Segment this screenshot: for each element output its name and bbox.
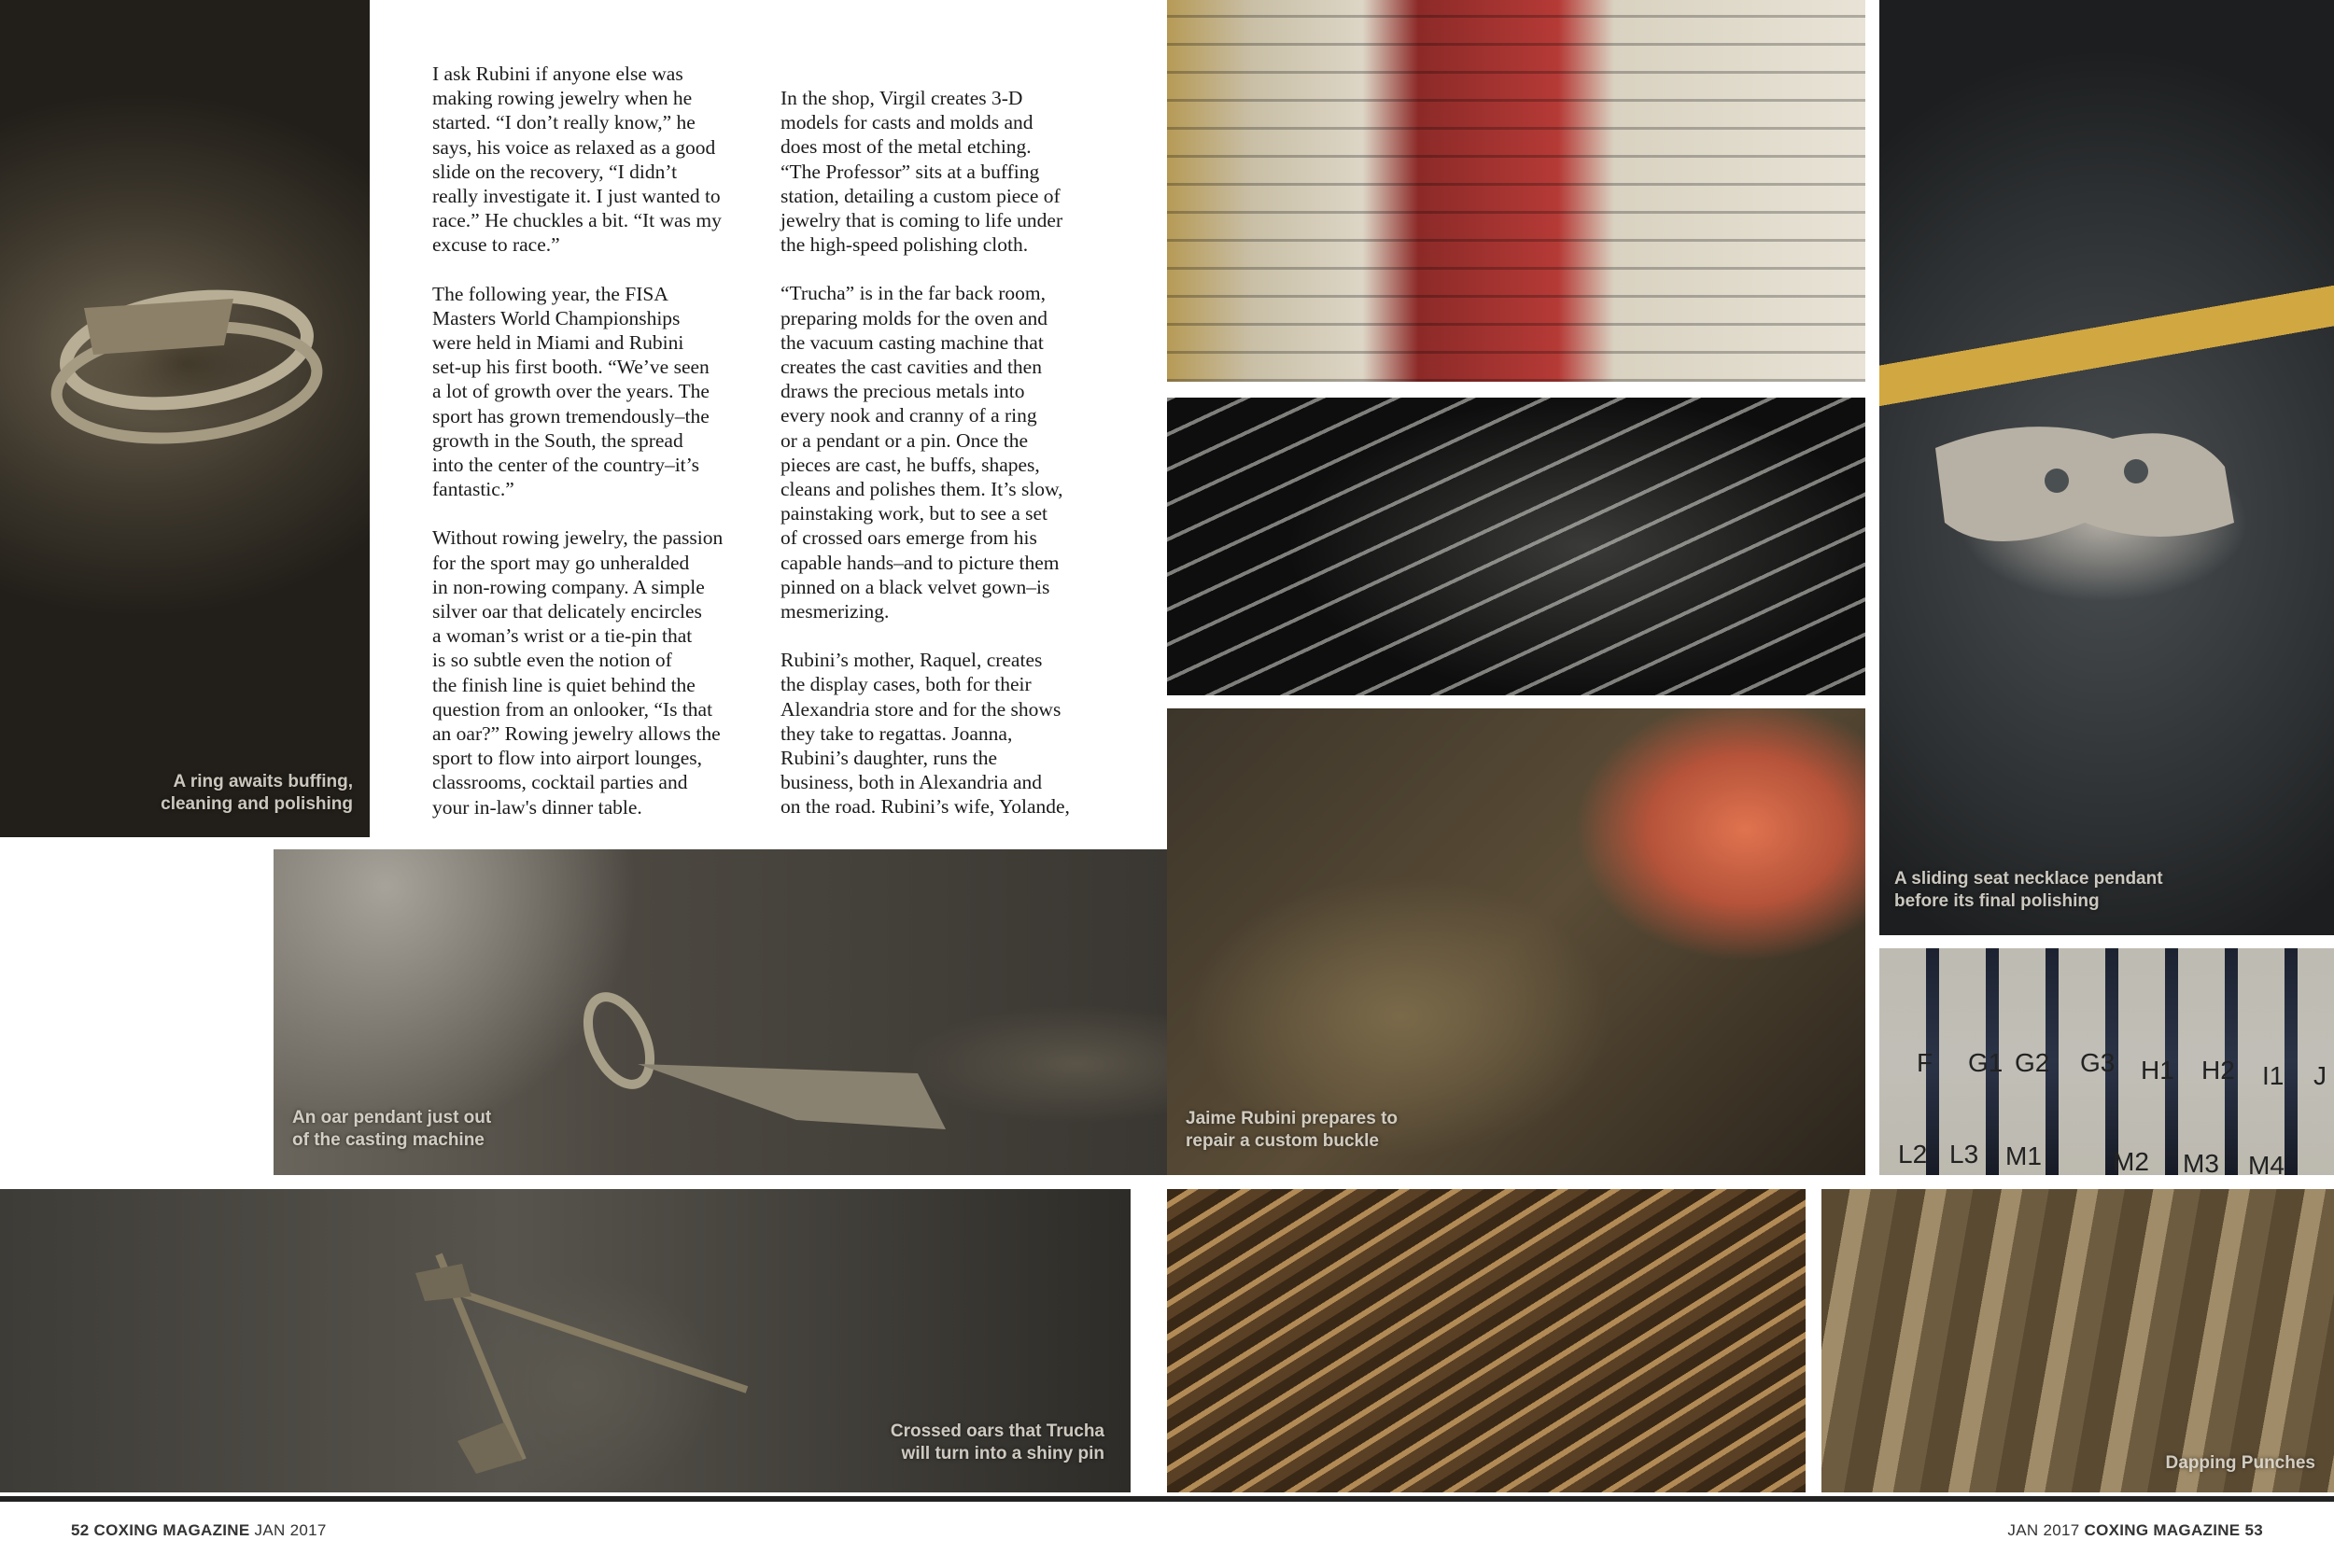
photo-jaime-rubini (1167, 708, 1865, 1175)
bin-label: J (2313, 1061, 2327, 1090)
photo-seat-pendant (1879, 0, 2334, 935)
photo-oar-pendant (274, 849, 1167, 1175)
photo-display-boxes (1167, 0, 1865, 382)
seat-pendant-illustration (1879, 0, 2334, 935)
page-number-left: 52 (71, 1521, 90, 1539)
photo-ring (0, 0, 370, 837)
photo-crossed-oars (0, 1189, 1131, 1492)
bin-label: L3 (1949, 1140, 1979, 1169)
caption-ring: A ring awaits buffing, cleaning and polishing (161, 772, 353, 814)
paragraph: In the shop, Virgil creates 3-D models for casts and molds and does most of the metal etching. “The Professor” sits at a buffing station, detailing a custom piece of jewelry that is coming to life under the high-speed polishing cloth. (780, 87, 1063, 257)
caption-crossed-oars: Crossed oars that Trucha will turn into a shiny pin (890, 1421, 1104, 1463)
paragraph: “Trucha” is in the far back room, preparing molds for the oven and the vacuum casting machine that creates the cast cavities and then draws the precious metals into every nook and cranny of a ring or a pendant or a pin. Once the pieces are cast, he buffs, shapes, cleans and polishes them. It’s slow, painstaking work, but to see a set of crossed oars emerge from his capable hands–and to picture them pinned on a black velvet gown–is mesmerizing. (780, 282, 1063, 623)
photo-bracelets (1167, 398, 1865, 695)
paragraph: Rubini’s mother, Raquel, creates the display cases, both for their Alexandria store and for the shows they take to regattas. Joanna, Rubini’s daughter, runs the business, both in Alexandria and on the road. Rubini’s wife, Yolande, (780, 649, 1070, 819)
ring-illustration (0, 0, 370, 837)
bin-label: H2 (2201, 1056, 2235, 1085)
photo-files (1167, 1189, 1806, 1492)
paragraph: I ask Rubini if anyone else was making rowing jewelry when he started. “I don’t really know,” he says, his voice as relaxed as a good slide on the recovery, “I didn’t really investigate it. I just wanted to race.” He chuckles a bit. “It was my excuse to race.” (432, 63, 722, 257)
bin-label: M2 (2113, 1147, 2149, 1175)
magazine-name-left: COXING MAGAZINE (93, 1521, 250, 1539)
bin-label: I1 (2262, 1061, 2285, 1090)
magazine-name-right: COXING MAGAZINE (2084, 1521, 2241, 1539)
footer-left (71, 1521, 327, 1540)
bin-label: G1 (1968, 1048, 2004, 1077)
article-left-column (432, 62, 768, 844)
footer-rule (0, 1496, 2334, 1502)
footer-right (2007, 1521, 2263, 1540)
bin-label: G3 (2080, 1048, 2116, 1077)
issue-date-left: JAN 2017 (254, 1521, 327, 1539)
issue-date-right: JAN 2017 (2007, 1521, 2080, 1539)
bin-label: M1 (2005, 1141, 2042, 1170)
bin-label: M3 (2183, 1149, 2219, 1175)
bin-label: H1 (2141, 1056, 2174, 1085)
paragraph: Without rowing jewelry, the passion for the sport may go unheralded in non-rowing company. A simple silver oar that delicately encircles a woman’s wrist or a tie-pin that is so subtle even the notion of the finish line is quiet behind the question from an onlooker, “Is that an oar?” Rowing jewelry allows the sport to flow into airport lounges, classrooms, cocktail parties and your in-law's dinner table. (432, 526, 724, 819)
paragraph: The following year, the FISA Masters World Championships were held in Miami and Rubini set-up his first booth. “We’ve seen a lot of growth over the years. The sport has grown tremendously–the growth in the South, the spread into the center of the country–it’s fantastic.” (432, 282, 710, 501)
caption-punches: Dapping Punches (2165, 1453, 2315, 1473)
page-number-right: 53 (2244, 1521, 2263, 1539)
caption-seat-pendant: A sliding seat necklace pendant before its final polishing (1894, 869, 2163, 911)
bin-label: F (1917, 1048, 1933, 1077)
caption-oar-pendant: An oar pendant just out of the casting machine (292, 1108, 492, 1150)
bin-label: G2 (2015, 1048, 2050, 1077)
photo-labeled-bins (1879, 948, 2334, 1175)
article-right-column (780, 86, 1126, 844)
bin-label: M4 (2248, 1151, 2285, 1175)
caption-jaime: Jaime Rubini prepares to repair a custom buckle (1186, 1109, 1399, 1151)
bin-label: L2 (1898, 1140, 1928, 1169)
photo-dapping-punches (1821, 1189, 2334, 1492)
